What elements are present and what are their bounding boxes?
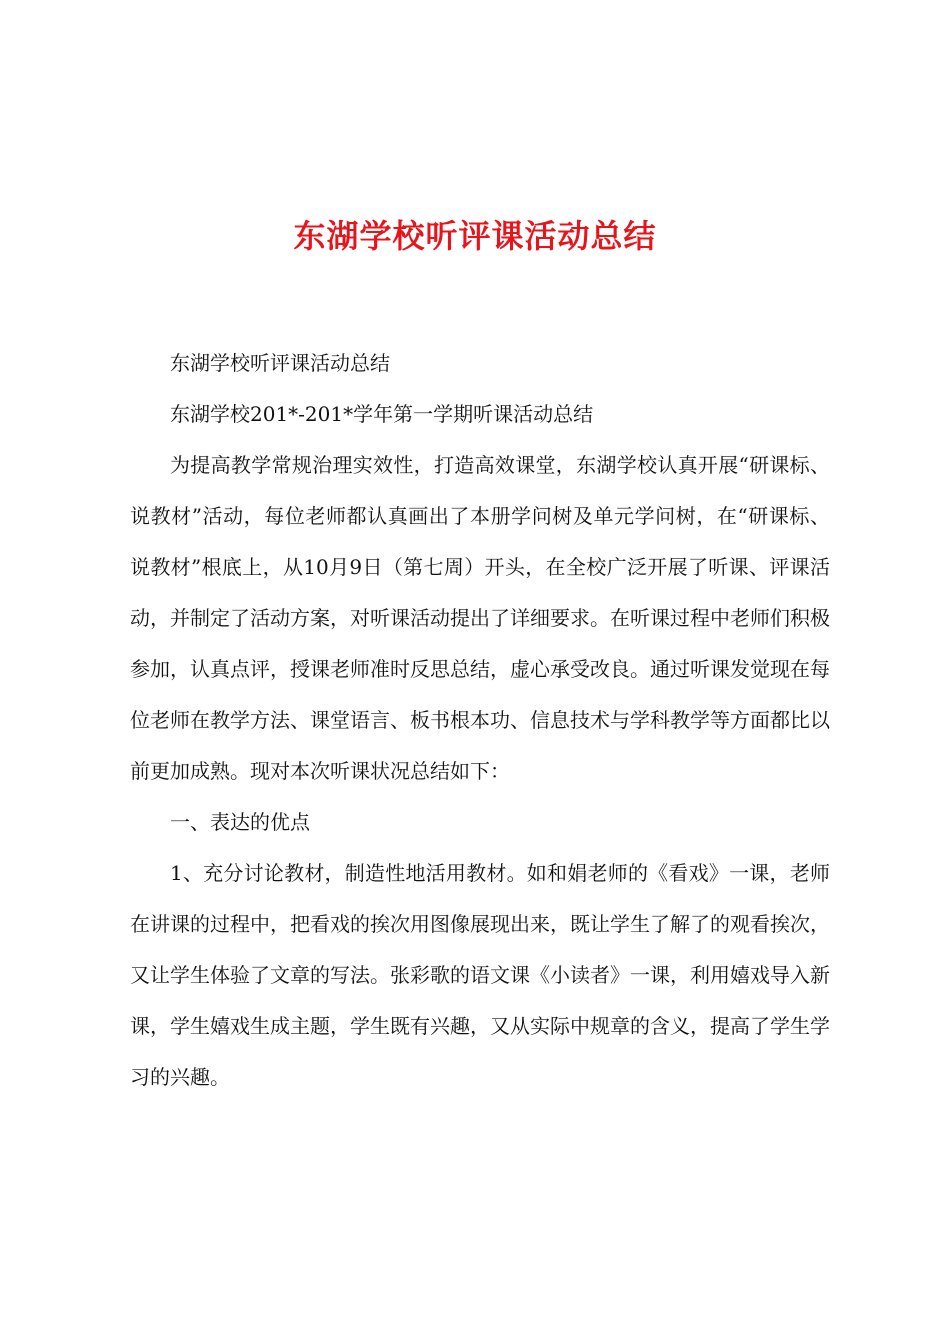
document-title: 东湖学校听评课活动总结 [293,217,657,255]
point-paragraph-1: 1、充分讨论教材，制造性地活用教材。如和娟老师的《看戏》一课，老师在讲课的过程中，把看戏的挨次用图像展现出来，既让学生了解了的观看挨次，又让学生体验了文章的写法。张彩歌的语文课《小读者》一课，利用嬉戏导入新课，学生嬉戏生成主题，学生既有兴趣，又从实际中规章的含义，提高了学生学习的兴趣。 [130,861,830,1089]
document-body [130,338,830,1103]
intro-paragraph: 为提高教学常规治理实效性，打造高效课堂，东湖学校认真开展“研课标、说教材”活动，每位老师都认真画出了本册学问树及单元学问树，在“研课标、说教材”根底上，从10月9日（第七周）开头，在全校广泛开展了听课、评课活动，并制定了活动方案，对听课活动提出了详细要求。在听课过程中老师们积极参加，认真点评，授课老师准时反思总结，虚心承受改良。通过听课发觉现在每位老师在教学方法、课堂语言、板书根本功、信息技术与学科教学等方面都比以前更加成熟。现对本次听课状况总结如下： [130,453,830,783]
term-heading-paragraph: 东湖学校201*-201*学年第一学期听课活动总结 [170,402,594,426]
section-heading: 一、表达的优点 [170,810,310,834]
subtitle-paragraph: 东湖学校听评课活动总结 [170,351,390,375]
